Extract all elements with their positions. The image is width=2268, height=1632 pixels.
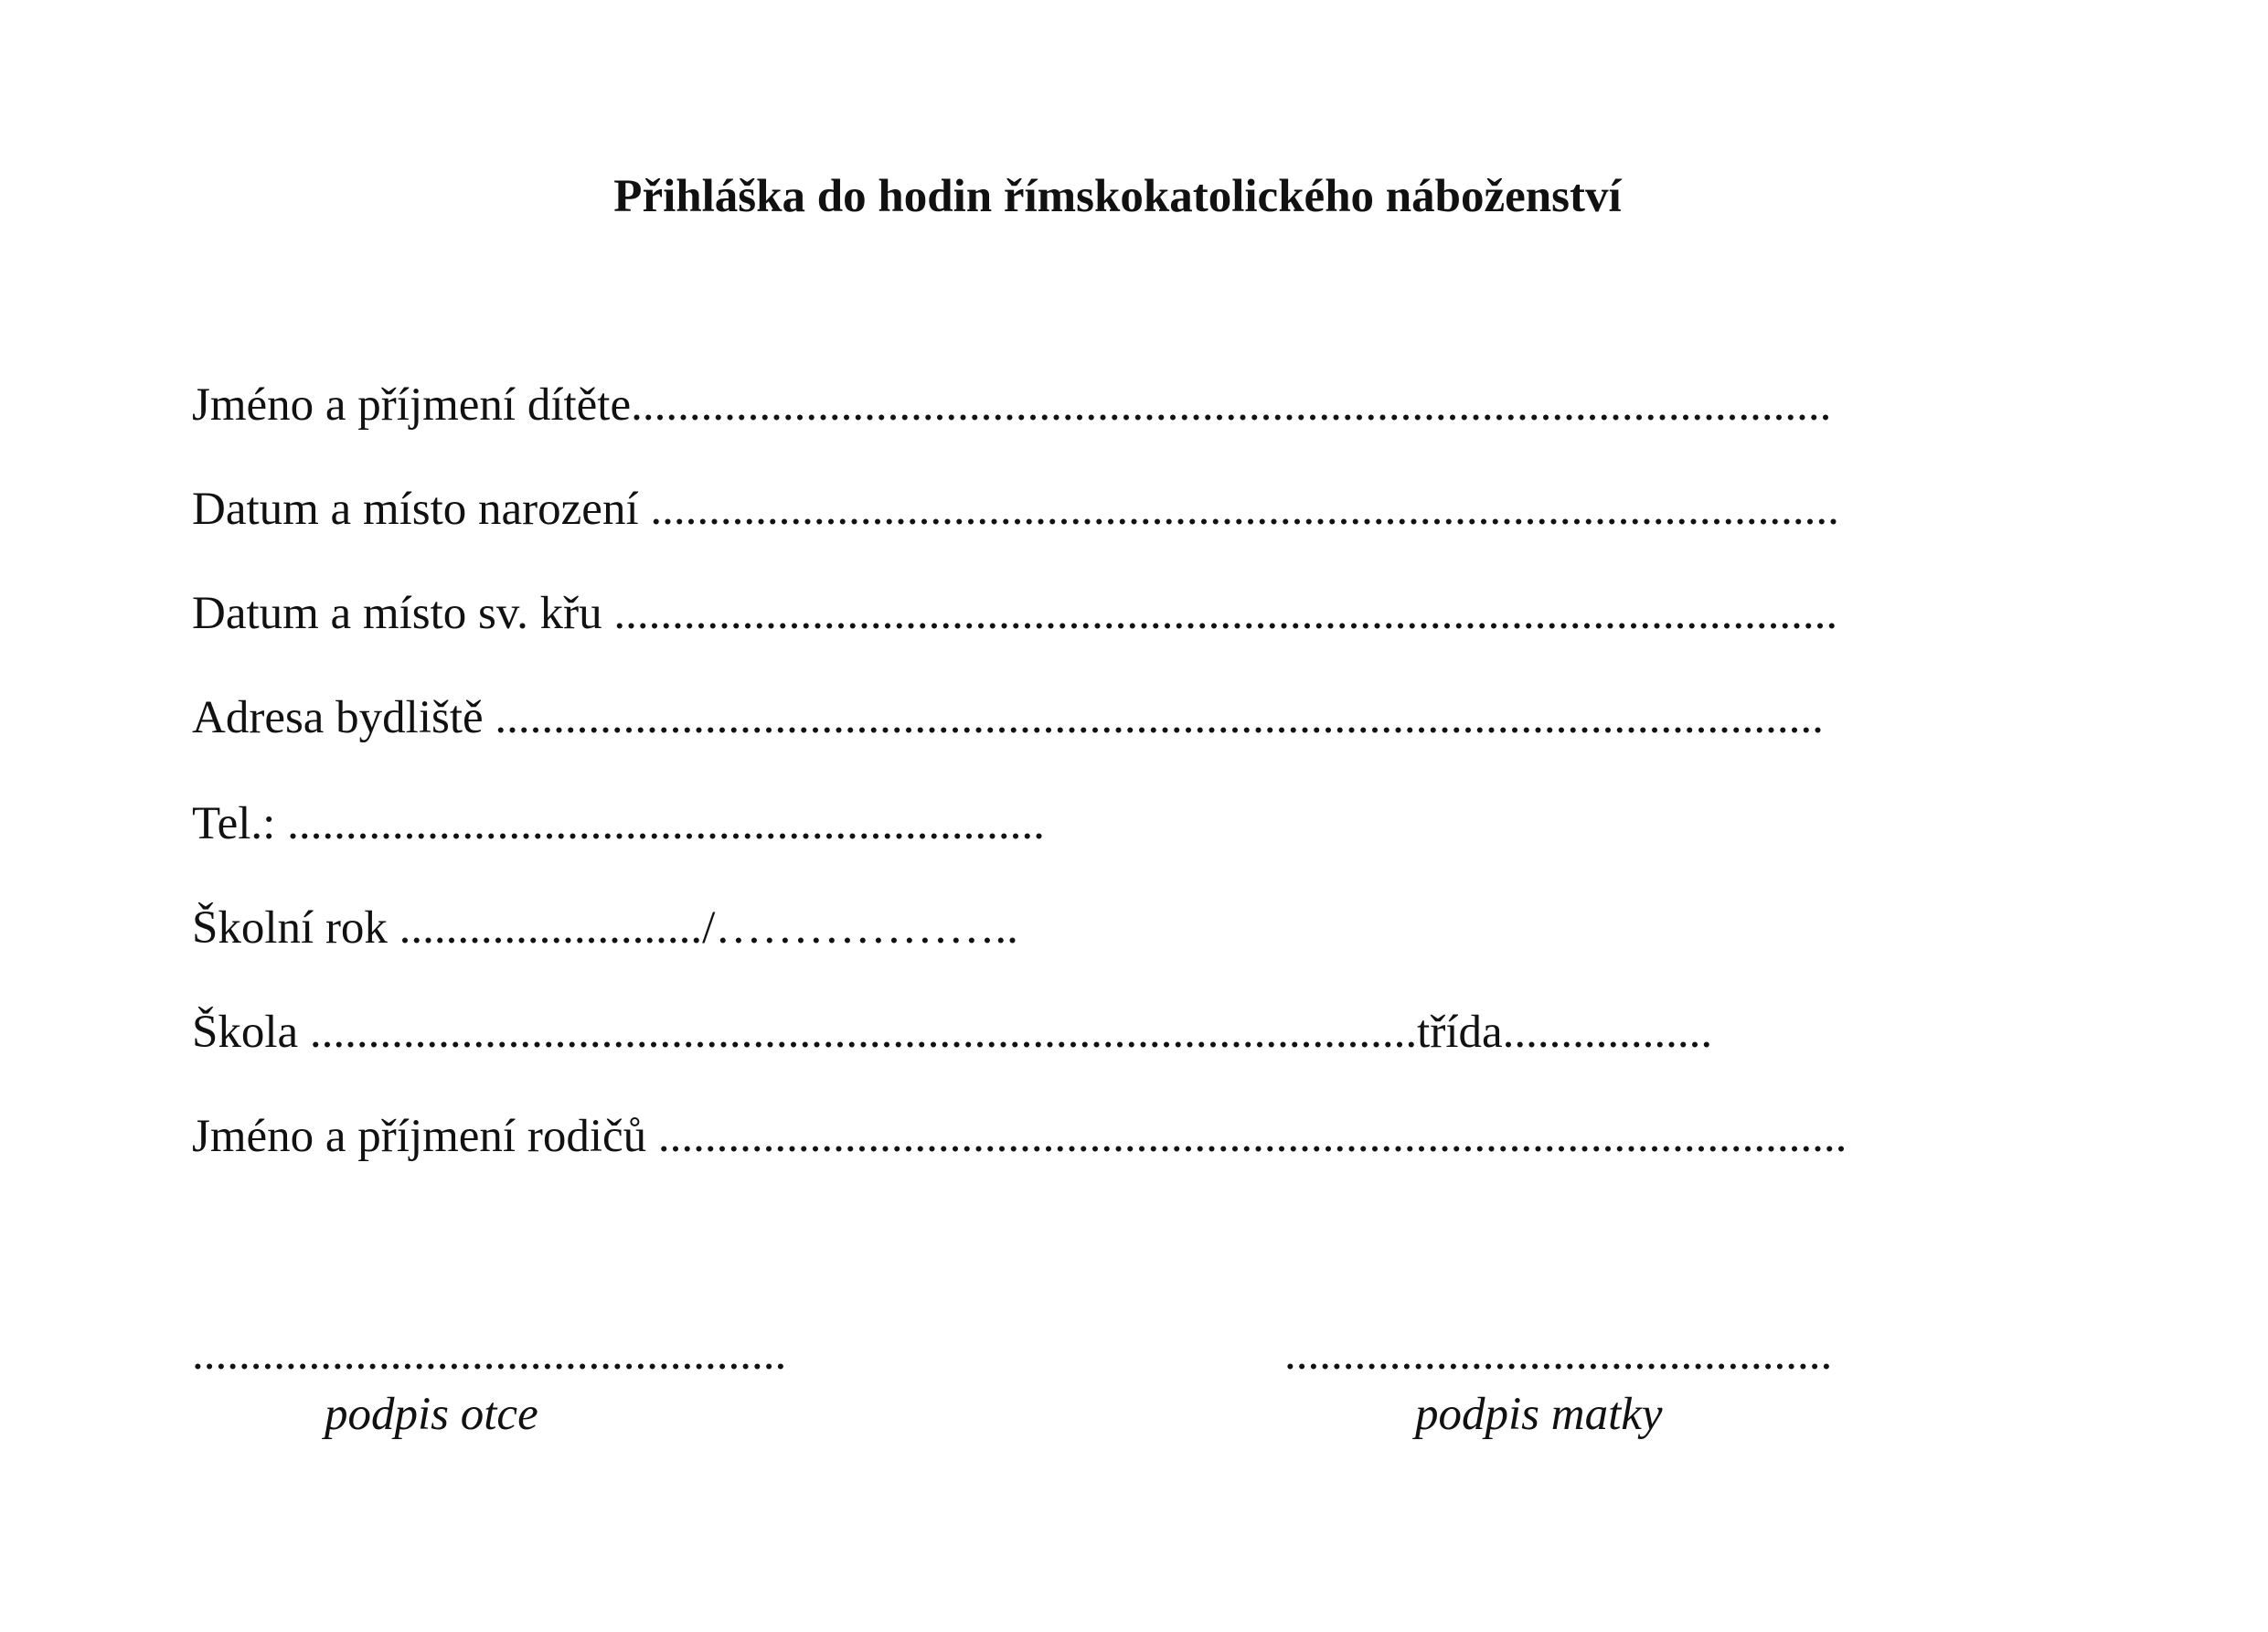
field-baptism-date-place: Datum a místo sv. křu ......................................................................................................... <box>192 588 1838 639</box>
field-birth-date-place: Datum a místo narození ...................................................................................................... <box>192 484 1839 535</box>
form-title: Přihláška do hodin římskokatolického náboženství <box>613 171 1622 222</box>
mother-signature-label: podpis matky <box>1415 1389 1663 1440</box>
father-signature-label: podpis otce <box>325 1389 538 1440</box>
field-child-name: Jméno a příjmení dítěte....................................................................................................... <box>192 379 1832 431</box>
field-parents-name: Jméno a příjmení rodičů ...................................................................................................... <box>192 1111 1847 1162</box>
field-school-year: Školní rok ........................../……………….. <box>192 902 1018 954</box>
field-phone: Tel.: ................................................................. <box>192 798 1045 849</box>
father-signature-line: ................................................... <box>192 1328 787 1380</box>
field-address: Adresa bydliště .................................................................................................................. <box>192 692 1824 743</box>
field-school-class: Škola ...............................................................................................třída.................. <box>192 1007 1713 1058</box>
mother-signature-line: ............................................... <box>1284 1328 1833 1380</box>
